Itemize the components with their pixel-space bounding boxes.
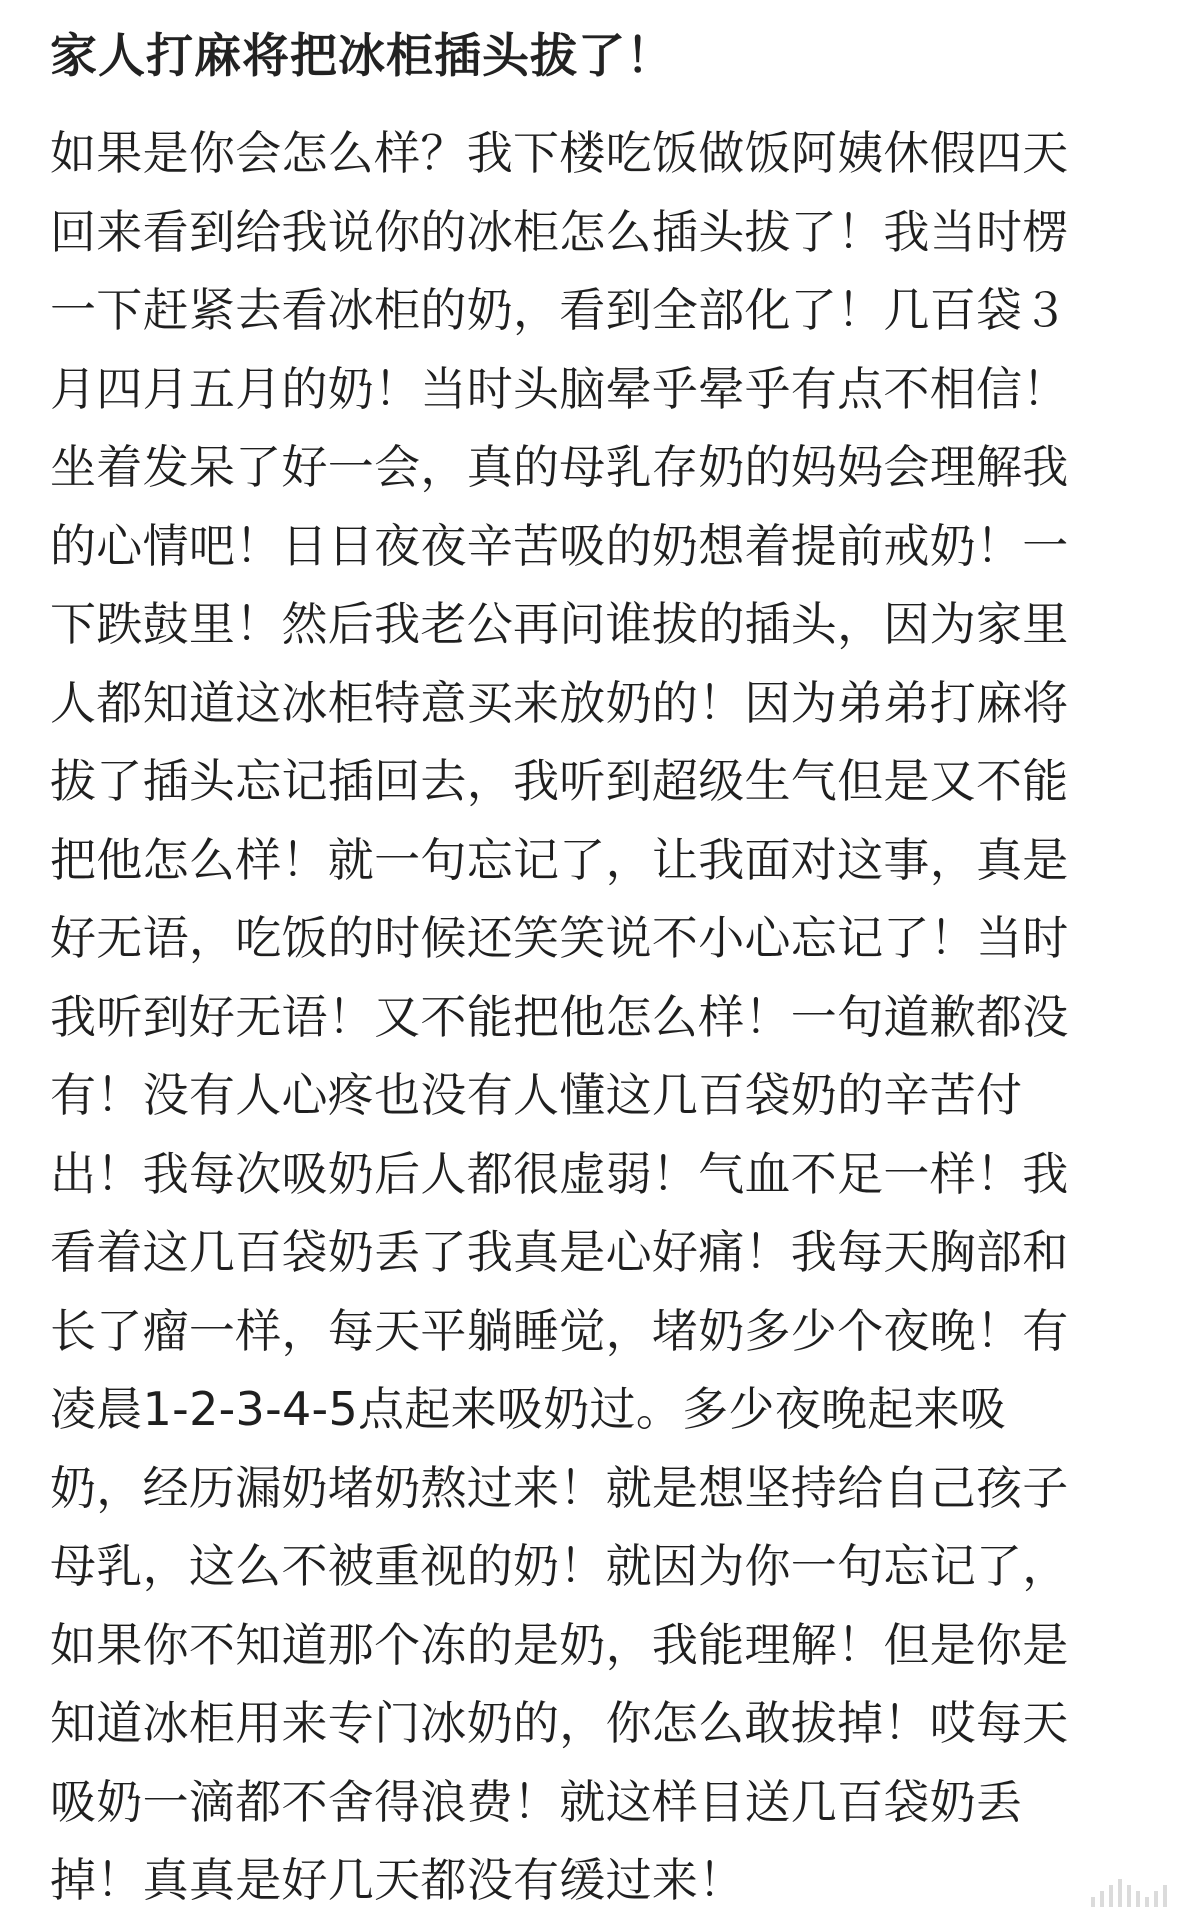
post-body-line: 好无语，吃饭的时候还笑笑说不小心忘记了！当时 [50, 911, 1069, 965]
post-body-line: 吸奶一滴都不舍得浪费！就这样目送几百袋奶丢 [50, 1774, 1023, 1829]
post-body-line: 的心情吧！日日夜夜辛苦吸的奶想着提前戒奶！一 [50, 518, 1069, 573]
post-body-line: 看着这几百袋奶丢了我真是心好痛！我每天胸部和 [50, 1225, 1069, 1279]
post-body-line: 母乳，这么不被重视的奶！就因为你一句忘记了， [50, 1539, 1069, 1593]
post-body-line: 人都知道这冰柜特意买来放奶的！因为弟弟打麻将 [50, 675, 1069, 730]
post-body-line: 如果是你会怎么样？我下楼吃饭做饭阿姨休假四天 [50, 126, 1069, 180]
post-body-line: 掉！真真是好几天都没有缓过来！ [50, 1853, 745, 1907]
post-body-line: 把他怎么样！就一句忘记了，让我面对这事，真是 [50, 832, 1069, 887]
post-body-line: 我听到好无语！又不能把他怎么样！一句道歉都没 [50, 989, 1069, 1044]
post-body-line: 如果你不知道那个冻的是奶，我能理解！但是你是 [50, 1617, 1069, 1672]
post-body-line: 知道冰柜用来专门冰奶的，你怎么敢拔掉！哎每天 [50, 1696, 1069, 1750]
post-body-line: 长了瘤一样，每天平躺睡觉，堵奶多少个夜晚！有 [50, 1303, 1069, 1358]
post-body-line: 出！我每次吸奶后人都很虚弱！气血不足一样！我 [50, 1146, 1069, 1201]
post-body [50, 114, 1135, 1920]
post-body-line: 奶，经历漏奶堵奶熬过来！就是想坚持给自己孩子 [50, 1460, 1069, 1515]
post-body-line: 拔了插头忘记插回去，我听到超级生气但是又不能 [50, 754, 1069, 808]
post-body-line: 凌晨1-2-3-4-5点起来吸奶过。多少夜晚起来吸 [50, 1382, 1007, 1436]
post-title: 家人打麻将把冰柜插头拔了！ [50, 29, 674, 84]
post-body-line: 下跌鼓里！然后我老公再问谁拔的插头，因为家里 [50, 597, 1069, 651]
post-body-line: 坐着发呆了好一会，真的母乳存奶的妈妈会理解我 [50, 440, 1069, 494]
post-body-line: 回来看到给我说你的冰柜怎么插头拔了！我当时楞 [50, 204, 1069, 259]
post-body-line: 一下赶紧去看冰柜的奶，看到全部化了！几百袋３ [50, 283, 1069, 337]
post-body-line: 有！没有人心疼也没有人懂这几百袋奶的辛苦付 [50, 1068, 1023, 1122]
post-body-line: 月四月五月的奶！当时头脑晕乎晕乎有点不相信！ [50, 361, 1069, 416]
post-container [50, 24, 1135, 1920]
bar-pattern-watermark-icon [1091, 1879, 1167, 1907]
